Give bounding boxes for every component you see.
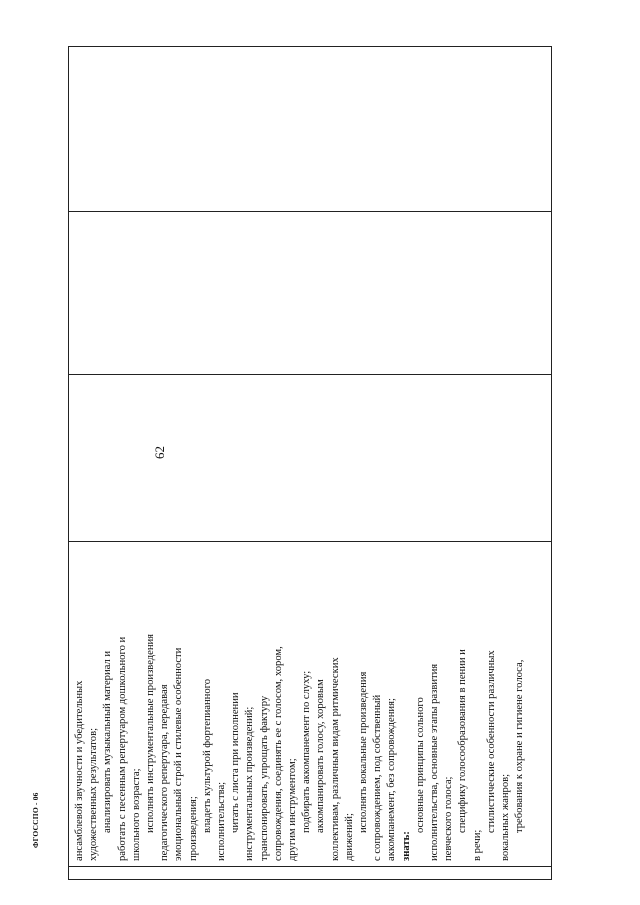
empty-cell-4 bbox=[69, 47, 552, 212]
skills-cell bbox=[69, 542, 552, 880]
text-line: исполнительства, основные этапы развития bbox=[429, 663, 441, 861]
text-line: коллективам, различным видам ритмических bbox=[329, 657, 341, 861]
text-line: читать с листа при исполнении bbox=[230, 692, 242, 833]
text-line: ансамблевой звучности и убедительных bbox=[74, 680, 85, 861]
text-line: школьного возраста; bbox=[130, 768, 142, 861]
text-line: основные принципы сольного bbox=[414, 697, 426, 833]
empty-cell-2 bbox=[69, 375, 552, 542]
text-line: специфику голосообразования в пении и bbox=[457, 649, 469, 833]
text-line: сопровождения, соединять ее с голосом, хором, bbox=[272, 646, 284, 861]
text-line: требования к охране и гигиене голоса, bbox=[514, 659, 526, 833]
text-line: работать с песенным репертуаром дошкольного и bbox=[116, 636, 128, 861]
text-line: движений; bbox=[343, 813, 355, 861]
text-line: исполнительства; bbox=[216, 781, 228, 861]
text-line: художественных результатов; bbox=[88, 727, 100, 861]
skills-text bbox=[73, 548, 528, 861]
text-line: инструментальных произведений; bbox=[244, 706, 256, 861]
empty-cell-3 bbox=[69, 212, 552, 375]
text-line: владеть культурой фортепианного bbox=[201, 679, 213, 833]
text-line: произведения; bbox=[187, 796, 199, 861]
text-line: в речи; bbox=[471, 829, 483, 861]
text-line: аккомпанировать голосу, хоровым bbox=[315, 679, 327, 833]
text-line: исполнять инструментальные произведения bbox=[145, 633, 157, 833]
text-line: педагогического репертуара, передавая bbox=[159, 684, 171, 861]
text-line: анализировать музыкальный материал и bbox=[102, 650, 114, 833]
text-line: вокальных жанров; bbox=[500, 773, 512, 861]
text-line: певческого голоса; bbox=[443, 776, 455, 861]
text-line: стилистические особенности различных bbox=[485, 650, 497, 833]
document-code: ФГОССПО - 06 bbox=[31, 792, 40, 848]
text-line: аккомпанемент, без сопровождения; bbox=[386, 698, 398, 861]
competency-table bbox=[68, 47, 550, 880]
text-line: другим инструментом; bbox=[287, 758, 299, 861]
row-index-column bbox=[69, 866, 551, 879]
text-line: с сопровождением, под собственный bbox=[372, 694, 384, 861]
text-line: знать: bbox=[400, 831, 412, 861]
page-number: 62 bbox=[152, 446, 167, 459]
text-line: эмоциональный строй и стилевые особенности bbox=[173, 647, 185, 861]
text-line: транспонировать, упрощать фактуру bbox=[258, 695, 270, 861]
text-line: исполнять вокальные произведения bbox=[358, 671, 370, 833]
text-line: подбирать аккомпанемент по слуху; bbox=[301, 670, 313, 833]
